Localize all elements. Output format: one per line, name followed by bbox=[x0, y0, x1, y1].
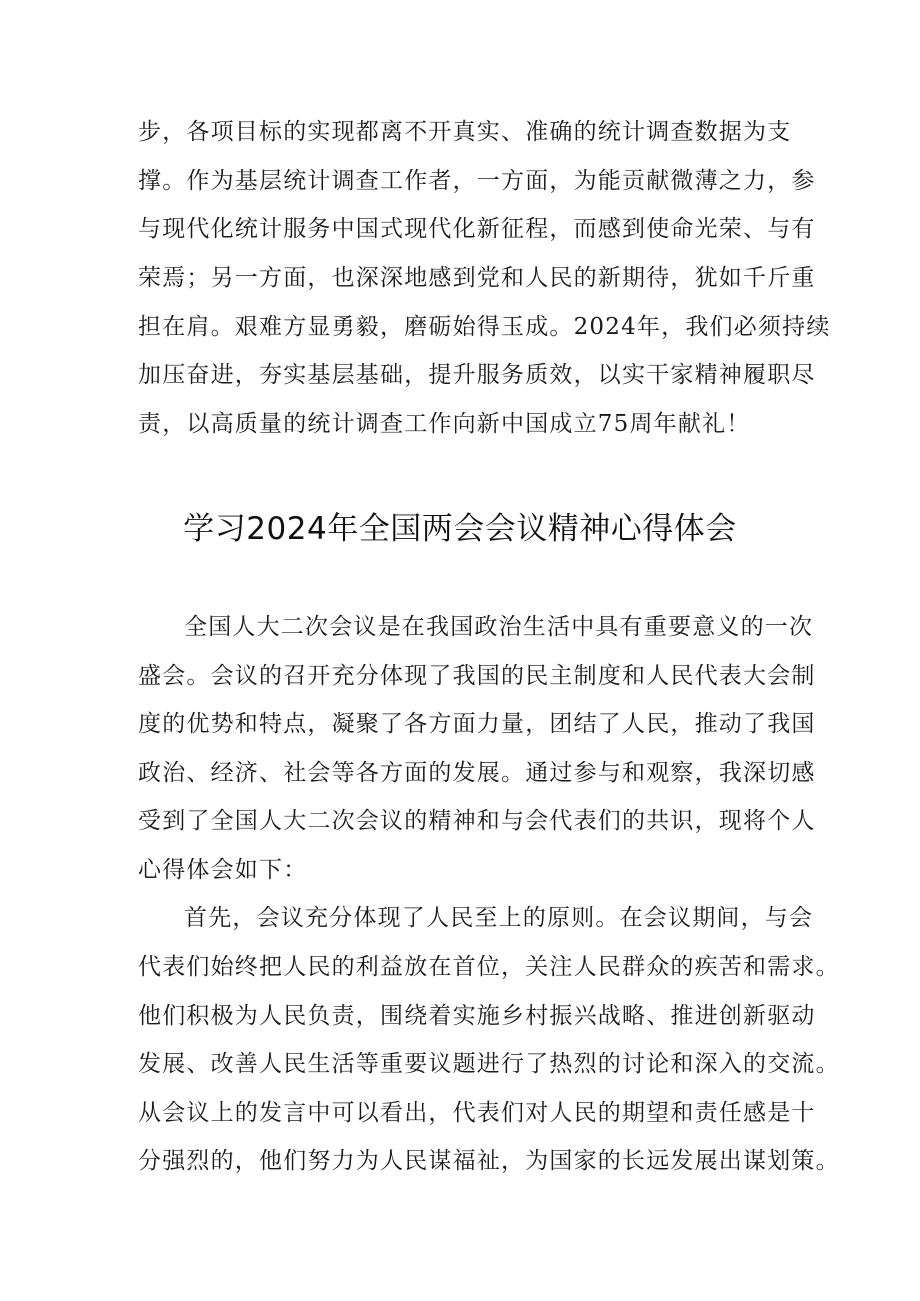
text-line: 撑。作为基层统计调查工作者，一方面，为能贡献微薄之力，参 bbox=[138, 168, 816, 194]
text-line: 全国人大二次会议是在我国政治生活中具有重要意义的一次 bbox=[184, 614, 814, 640]
text-line: 代表们始终把人民的利益放在首位，关注人民群众的疾苦和需求。 bbox=[138, 954, 840, 980]
text-line: 盛会。会议的召开充分体现了我国的民主制度和人民代表大会制 bbox=[138, 663, 816, 689]
text-line: 担在肩。艰难方显勇毅，磨砺始得玉成。2024年，我们必须持续 bbox=[138, 314, 831, 340]
text-line: 从会议上的发言中可以看出，代表们对人民的期望和责任感是十 bbox=[138, 1100, 816, 1126]
text-line: 心得体会如下： bbox=[138, 857, 308, 883]
text-line: 首先，会议充分体现了人民至上的原则。在会议期间，与会 bbox=[184, 905, 814, 931]
text-line: 度的优势和特点，凝聚了各方面力量，团结了人民，推动了我国 bbox=[138, 711, 816, 737]
text-line: 与现代化统计服务中国式现代化新征程，而感到使命光荣、与有 bbox=[138, 216, 816, 242]
text-line: 责，以高质量的统计调查工作向新中国成立75周年献礼！ bbox=[138, 411, 751, 437]
text-line: 发展、改善人民生活等重要议题进行了热烈的讨论和深入的交流。 bbox=[138, 1051, 840, 1077]
text-line: 他们积极为人民负责，围绕着实施乡村振兴战略、推进创新驱动 bbox=[138, 1003, 816, 1029]
text-line: 步，各项目标的实现都离不开真实、准确的统计调查数据为支 bbox=[138, 119, 792, 145]
text-line: 加压奋进，夯实基层基础，提升服务质效，以实干家精神履职尽 bbox=[138, 362, 816, 388]
text-line: 受到了全国人大二次会议的精神和与会代表们的共识，现将个人 bbox=[138, 808, 816, 834]
text-line: 政治、经济、社会等各方面的发展。通过参与和观察，我深切感 bbox=[138, 760, 816, 786]
text-line: 荣焉；另一方面，也深深地感到党和人民的新期待，犹如千斤重 bbox=[138, 265, 816, 291]
text-line: 分强烈的，他们努力为人民谋福祉，为国家的长远发展出谋划策。 bbox=[138, 1148, 840, 1174]
article-title: 学习2024年全国两会会议精神心得体会 bbox=[183, 511, 737, 547]
